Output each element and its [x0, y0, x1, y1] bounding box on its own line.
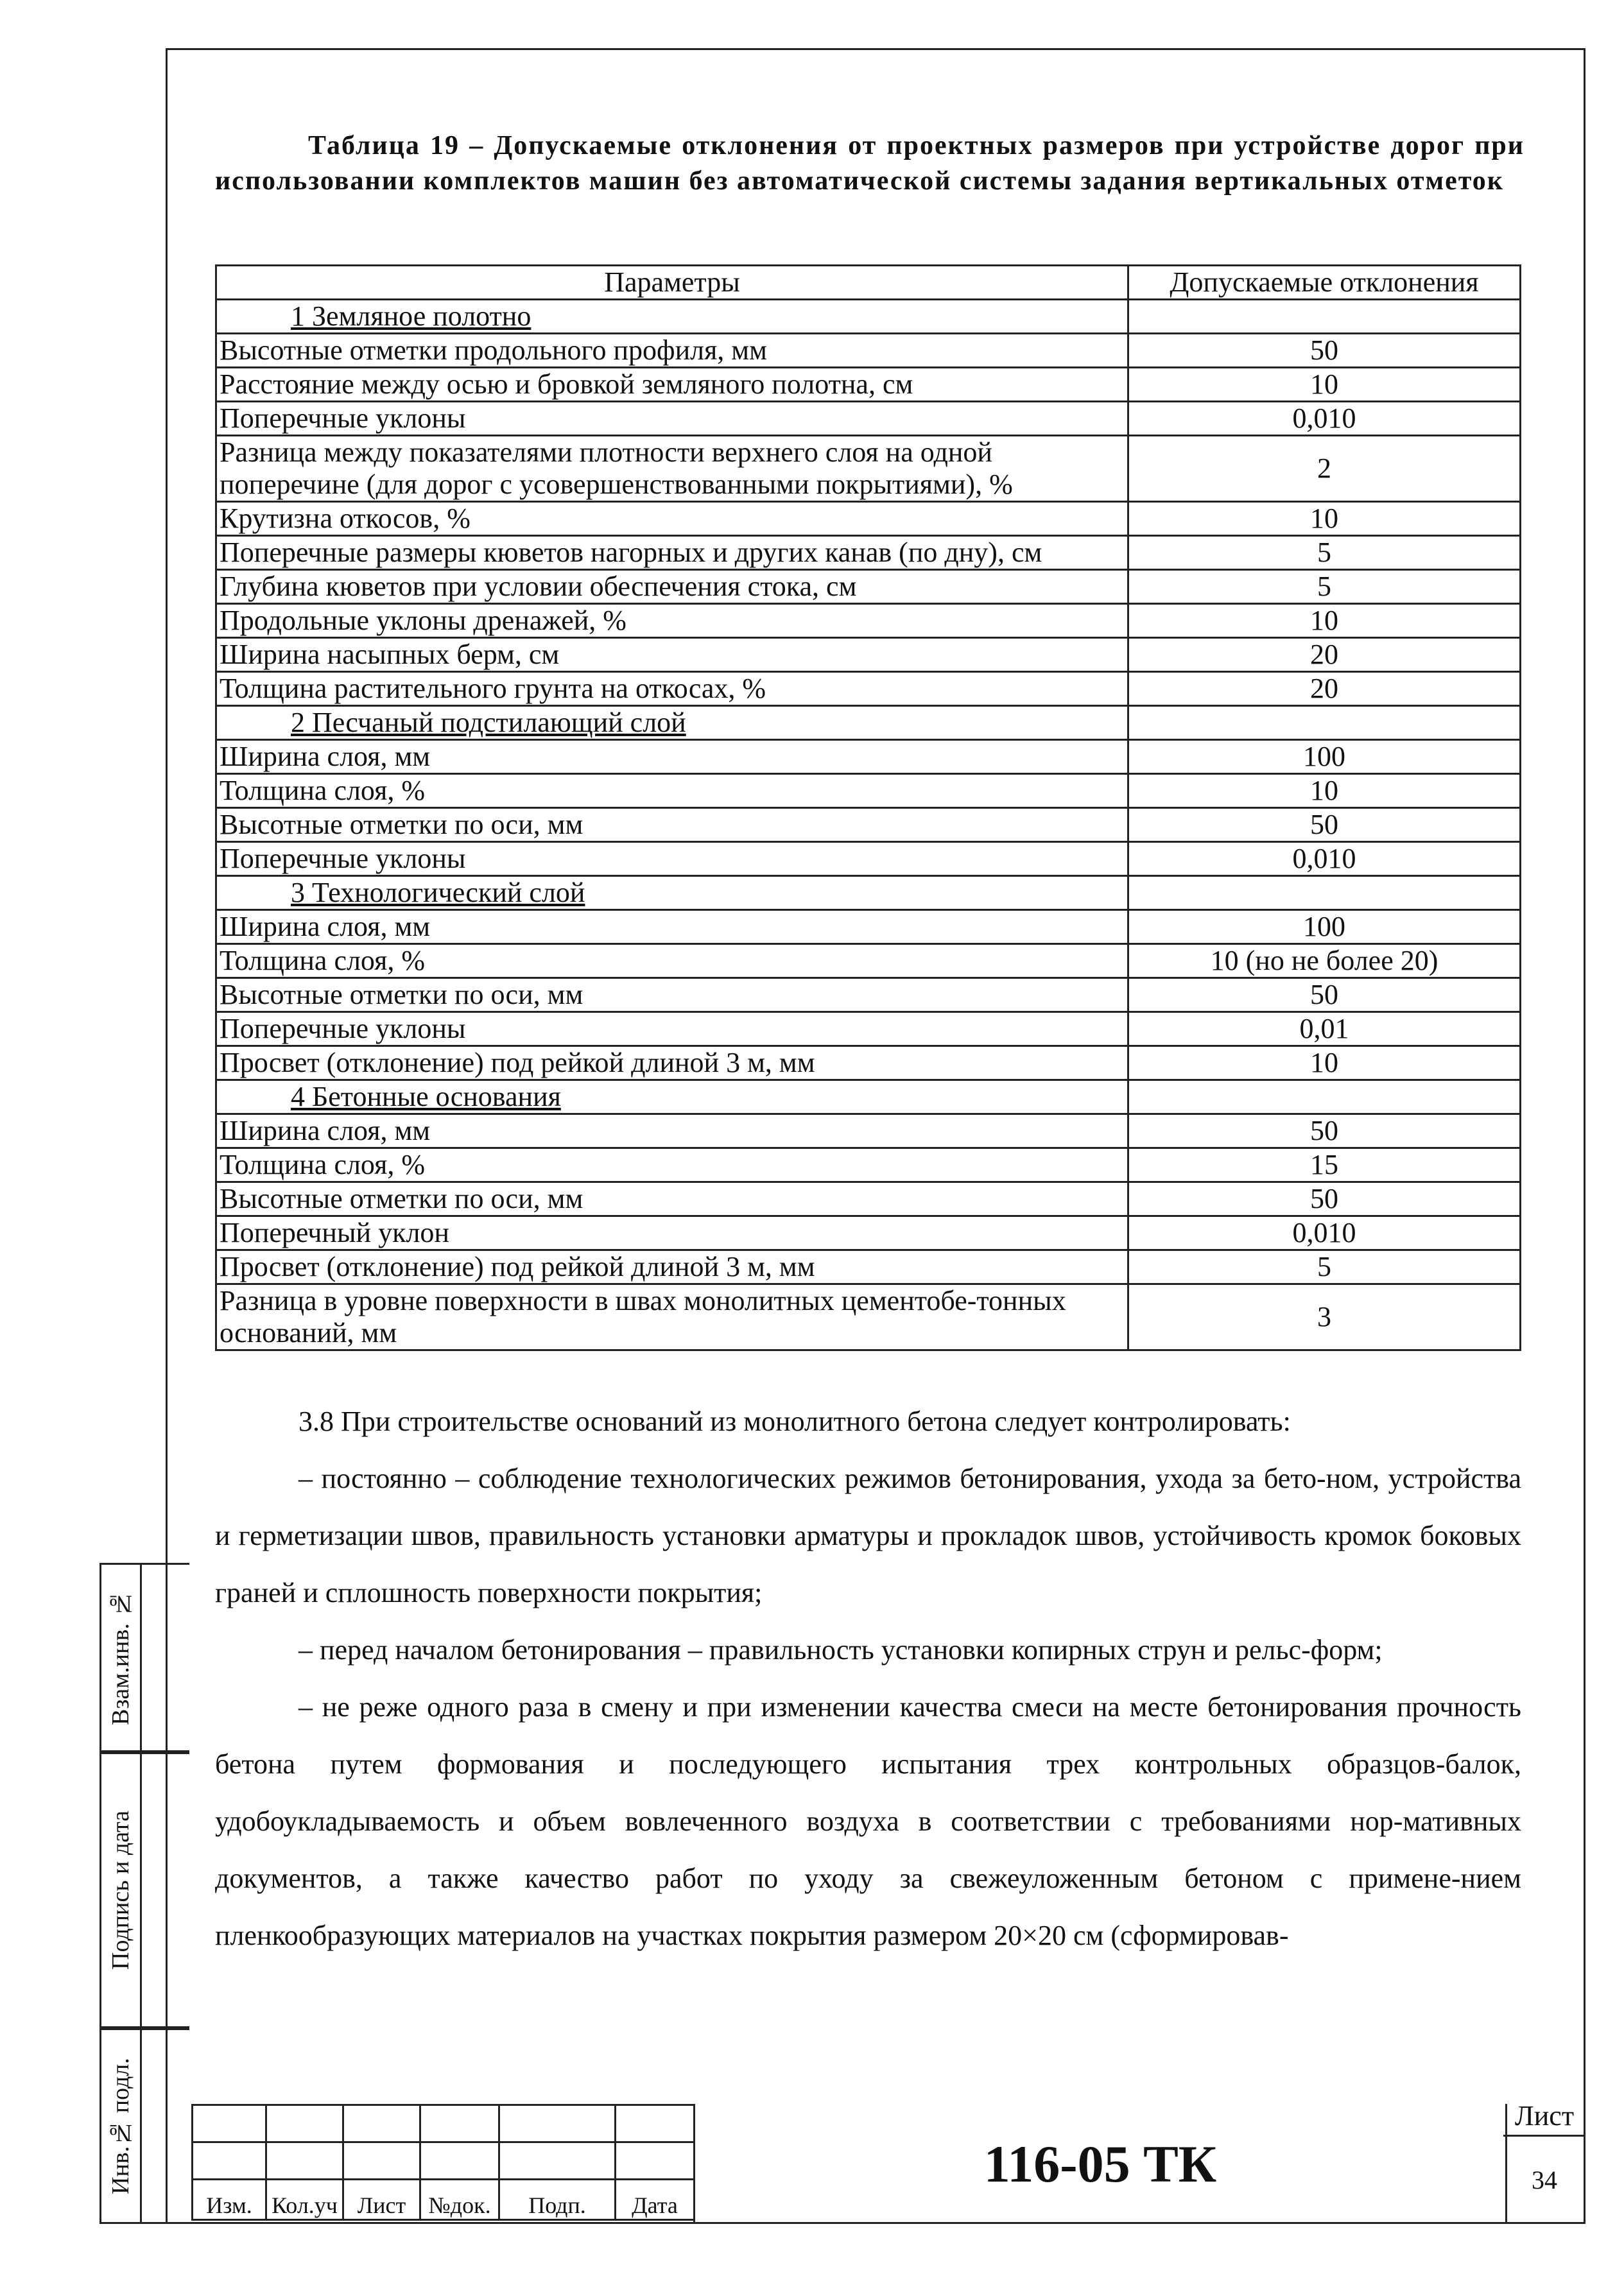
table-section-row [216, 706, 1521, 740]
param-cell: Поперечные уклоны [216, 402, 1128, 436]
deviation-cell: 10 [1128, 502, 1521, 536]
paragraph: – не реже одного раза в смену и при изменении качества смеси на месте бетонирования прочность бетона путем формования и последующего испытания трех контрольных образцов-балок, удобоукладываемость и объем вовлеченного воздуха в соответствии с требованиями нор-мативных документов, а также качество работ по уходу за свежеуложенным бетоном с примене-нием пленкообразующих материалов на участках покрытия размером 20×20 см (сформировав- [215, 1691, 1521, 1951]
param-cell: Глубина кюветов при условии обеспечения стока, см [216, 570, 1128, 604]
table-row [216, 978, 1521, 1012]
param-cell: Продольные уклоны дренажей, % [216, 604, 1128, 638]
table-header-row [216, 266, 1521, 300]
param-cell: Крутизна откосов, % [216, 502, 1128, 536]
param-cell: 2 Песчаный подстилающий слой [216, 706, 1128, 740]
deviation-cell: 50 [1128, 808, 1521, 842]
deviation-cell: 100 [1128, 740, 1521, 774]
sheet-box [1503, 2097, 1585, 2224]
deviations-table [215, 264, 1521, 1351]
title-block-grid [191, 2104, 695, 2221]
param-cell: Ширина насыпных берм, см [216, 638, 1128, 672]
deviation-cell: 15 [1128, 1148, 1521, 1182]
table-row [216, 502, 1521, 536]
stamp-divider [140, 2030, 142, 2222]
stamp-inv-label: Инв.№ подл. [107, 2058, 134, 2194]
param-cell: Разница в уровне поверхности в швах монолитных цементобе-тонных оснований, мм [216, 1284, 1128, 1350]
table-row [216, 334, 1521, 368]
deviation-cell: 0,010 [1128, 402, 1521, 436]
param-cell: Толщина слоя, % [216, 1148, 1128, 1182]
table-row [216, 1148, 1521, 1182]
deviation-cell: 0,010 [1128, 842, 1521, 876]
table-row [216, 1284, 1521, 1350]
param-cell: Поперечный уклон [216, 1216, 1128, 1250]
deviation-cell [1128, 706, 1521, 740]
table-row [216, 1216, 1521, 1250]
header-params: Параметры [216, 266, 1128, 300]
param-cell: Поперечные уклоны [216, 842, 1128, 876]
table-section-row [216, 876, 1521, 910]
header-deviations: Допускаемые отклонения [1128, 266, 1521, 300]
deviation-cell: 5 [1128, 536, 1521, 570]
deviation-cell: 2 [1128, 436, 1521, 502]
table-row [216, 536, 1521, 570]
param-cell: Высотные отметки по оси, мм [216, 1182, 1128, 1216]
param-cell: Ширина слоя, мм [216, 1114, 1128, 1148]
deviation-cell: 50 [1128, 1182, 1521, 1216]
param-cell: Просвет (отклонение) под рейкой длиной 3 м, мм [216, 1046, 1128, 1080]
deviation-cell: 10 [1128, 774, 1521, 808]
param-cell: Толщина слоя, % [216, 944, 1128, 978]
deviation-cell: 5 [1128, 570, 1521, 604]
param-cell: Расстояние между осью и бровкой земляного полотна, см [216, 368, 1128, 402]
document-number: 116-05 ТК [693, 2104, 1507, 2224]
table-row [216, 604, 1521, 638]
param-cell: Высотные отметки по оси, мм [216, 978, 1128, 1012]
table-body [216, 300, 1521, 1350]
param-cell: Ширина слоя, мм [216, 740, 1128, 774]
table-row [216, 1012, 1521, 1046]
stamp-vzam [99, 1563, 189, 1752]
sheet-number: 34 [1532, 2166, 1557, 2194]
col-list: Лист [343, 2180, 420, 2220]
stamp-vzam-label: Взам.инв. № [107, 1590, 134, 1725]
deviation-cell: 10 (но не более 20) [1128, 944, 1521, 978]
table-row [216, 402, 1521, 436]
deviation-cell: 10 [1128, 1046, 1521, 1080]
paragraph: 3.8 При строительстве оснований из монолитного бетона следует контролировать: [298, 1406, 1291, 1437]
param-cell: Высотные отметки по оси, мм [216, 808, 1128, 842]
table-row [216, 808, 1521, 842]
table-row [216, 368, 1521, 402]
paragraph: – перед началом бетонирования – правильность установки копирных струн и рельс-форм; [298, 1634, 1383, 1666]
deviation-cell: 50 [1128, 334, 1521, 368]
col-kolych: Кол.уч [266, 2180, 343, 2220]
table-row [216, 1114, 1521, 1148]
table-row [216, 910, 1521, 944]
deviation-cell: 0,010 [1128, 1216, 1521, 1250]
deviation-cell: 3 [1128, 1284, 1521, 1350]
stamp-divider [140, 1565, 142, 1750]
deviation-cell: 0,01 [1128, 1012, 1521, 1046]
table-row [216, 436, 1521, 502]
param-cell: Поперечные размеры кюветов нагорных и других канав (по дну), см [216, 536, 1128, 570]
param-cell: Ширина слоя, мм [216, 910, 1128, 944]
param-cell: 1 Земляное полотно [216, 300, 1128, 334]
deviation-cell [1128, 300, 1521, 334]
table-row [216, 842, 1521, 876]
param-cell: Толщина слоя, % [216, 774, 1128, 808]
deviation-cell: 10 [1128, 604, 1521, 638]
table-row [216, 774, 1521, 808]
table-row [216, 570, 1521, 604]
param-cell: 3 Технологический слой [216, 876, 1128, 910]
table-row [216, 672, 1521, 706]
table-section-row [216, 1080, 1521, 1114]
table-row [216, 740, 1521, 774]
param-cell: Разница между показателями плотности верхнего слоя на одной поперечине (для дорог с усовершенствованными покрытиями), % [216, 436, 1128, 502]
deviation-cell: 50 [1128, 1114, 1521, 1148]
table-row [216, 1182, 1521, 1216]
deviation-cell: 5 [1128, 1250, 1521, 1284]
sheet-label: Лист [1503, 2097, 1585, 2137]
stamp-inv [99, 2028, 189, 2224]
deviation-cell [1128, 1080, 1521, 1114]
table-section-row [216, 300, 1521, 334]
deviation-cell: 20 [1128, 672, 1521, 706]
deviation-cell: 10 [1128, 368, 1521, 402]
param-cell: Просвет (отклонение) под рейкой длиной 3 м, мм [216, 1250, 1128, 1284]
col-podp: Подп. [499, 2180, 616, 2220]
col-izm: Изм. [193, 2180, 266, 2220]
stamp-divider [140, 1754, 142, 2026]
table-row [216, 638, 1521, 672]
stamp-podpis [99, 1752, 189, 2028]
deviation-cell: 50 [1128, 978, 1521, 1012]
param-cell: Толщина растительного грунта на откосах, % [216, 672, 1128, 706]
stamp-podpis-label: Подпись и дата [107, 1810, 134, 1970]
col-ndok: №док. [420, 2180, 499, 2220]
table-row [216, 944, 1521, 978]
param-cell: Высотные отметки продольного профиля, мм [216, 334, 1128, 368]
deviation-cell: 100 [1128, 910, 1521, 944]
deviation-cell: 20 [1128, 638, 1521, 672]
paragraph: – постоянно – соблюдение технологических режимов бетонирования, ухода за бето-ном, устройства и герметизации швов, правильность установки арматуры и прокладок швов, устойчивость кромок боковых граней и сплошность поверхности покрытия; [215, 1463, 1521, 1608]
table-row [216, 1046, 1521, 1080]
table-caption: Таблица 19 – Допускаемые отклонения от проектных размеров при устройстве дорог при использовании комплектов машин без автоматической системы задания вертикальных отметок [215, 131, 1525, 196]
body-text [215, 1393, 1521, 1964]
table-row [216, 1250, 1521, 1284]
param-cell: Поперечные уклоны [216, 1012, 1128, 1046]
title-block-header [193, 2180, 695, 2220]
deviation-cell [1128, 876, 1521, 910]
param-cell: 4 Бетонные основания [216, 1080, 1128, 1114]
col-data: Дата [616, 2180, 695, 2220]
